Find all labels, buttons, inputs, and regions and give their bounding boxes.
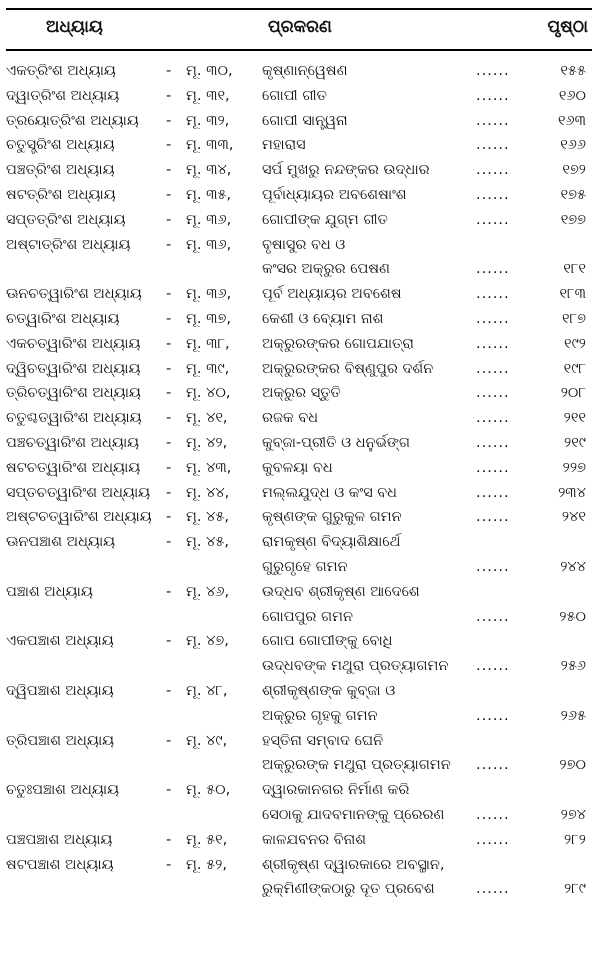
entry-chapter: ଦ୍ୱିପଞ୍ଚାଶ ଅଧ୍ୟାୟ [6,682,114,699]
entry-line [6,84,592,109]
entry-leader-dots: ...... [476,310,510,327]
entry-line [6,282,592,307]
entry-chapter: ଦ୍ୱିଚତ୍ୱାରିଂଶ ଅଧ୍ୟାୟ [6,360,141,377]
toc-entry [6,456,592,481]
entry-mula-ref: ମୂ. ୪୫, [186,534,230,551]
entry-line [6,580,592,605]
entry-leader-dots: ...... [476,757,510,774]
toc-entry [6,282,592,307]
entry-title: ଅକ୍ରୁରଙ୍କର ଗୋପଯାତ୍ରା [262,335,414,352]
toc-entry [6,729,592,779]
entry-chapter: ଚତୁସ୍ତ୍ରିଂଶ ଅଧ୍ୟାୟ [6,137,115,154]
entry-dash: - [166,286,172,303]
entry-page-number: ୧୯୨ [564,335,586,352]
entry-chapter: ପଞ୍ଚଚତ୍ୱାରିଂଶ ଅଧ୍ୟାୟ [6,434,140,451]
entry-chapter: ତ୍ରୟୋତ୍ରିଂଶ ଅଧ୍ୟାୟ [6,112,139,129]
entry-title: ଉଦ୍ଧବ ଶ୍ରୀକୃଷ୍ଣ ଆଦେଶେ [262,583,420,600]
entry-chapter: ଏକତ୍ରିଂଶ ଅଧ୍ୟାୟ [6,63,116,79]
toc-entry [6,109,592,134]
entry-chapter: ଏକଚତ୍ୱାରିଂଶ ଅଧ୍ୟାୟ [6,335,141,352]
entry-line [6,357,592,382]
entry-page-number: ୧୬୩ [557,112,586,129]
entry-dash: - [166,682,172,699]
header-section: ପ୍ରକରଣ [268,17,332,37]
entry-page-number: ୧୬୬ [560,137,586,154]
entry-line [6,530,592,555]
entry-line [6,778,592,803]
entry-title: ଅକ୍ରୁରଙ୍କର ବିଷ୍ଣୁପୁର ଦର୍ଶନ [262,360,434,377]
top-rule [6,8,592,10]
entry-chapter: ପଞ୍ଚାଶ ଅଧ୍ୟାୟ [6,583,93,600]
entry-chapter: ଷଟଚତ୍ୱାରିଂଶ ଅଧ୍ୟାୟ [6,459,141,476]
entry-line [6,431,592,456]
entry-mula-ref: ମୂ. ୩୬, [186,211,232,228]
entry-page-number: ୧୭୭ [560,211,586,228]
entry-leader-dots: ...... [476,484,510,501]
entry-title: ଗୋପ ଗୋପୀଙ୍କୁ ବୋଧି [262,633,393,650]
entry-leader-dots: ...... [476,360,510,377]
entry-title: କୁବଳୟା ବଧ [262,459,333,476]
entry-dash: - [166,732,172,749]
toc-entry [6,183,592,208]
entry-mula-ref: ମୂ. ୩୭, [186,310,231,327]
entry-leader-dots: ...... [476,831,510,848]
entry-dash: - [166,856,172,873]
entry-title-continued: ଗୁରୁଗୃହେ ଗମନ [262,558,348,575]
entry-leader-dots: ...... [476,186,510,203]
entry-dash: - [166,782,172,799]
entry-line [6,332,592,357]
entry-mula-ref: ମୂ. ୩୪, [186,162,232,179]
entry-mula-ref: ମୂ. ୪୪, [186,484,230,501]
entry-mula-ref: ମୂ. ୪୯, [186,732,228,749]
entry-line [6,729,592,754]
entry-line [6,381,592,406]
entry-title: କୃଷ୍ଣାନ୍ୱେଷଣ [262,63,348,79]
entry-title: ଅକ୍ରୁର ସ୍ତୁତି [262,385,341,402]
toc-entry [6,307,592,332]
entry-page-number: ୨୩୪ [558,484,586,501]
entry-dash: - [166,360,172,377]
entry-line [6,406,592,431]
entry-page-number: ୧୭୫ [560,186,586,203]
toc-entry [6,853,592,903]
entry-chapter: ପଞ୍ଚତ୍ରିଂଶ ଅଧ୍ୟାୟ [6,162,115,179]
toc-entry [6,828,592,853]
entry-dash: - [166,583,172,600]
entry-page-number: ୨୧୯ [564,434,586,451]
entry-page-number: ୨୭୦ [559,757,586,774]
entry-dash: - [166,484,172,501]
entry-line-continued [6,704,592,729]
entry-line-continued [6,257,592,282]
entry-line-continued [6,877,592,902]
entry-page-number: ୨୦୮ [560,385,586,402]
entry-mula-ref: ମୂ. ୪୮, [186,682,228,699]
entry-leader-dots: ...... [476,385,510,402]
entry-chapter: ଚତ୍ୱାରିଂଶ ଅଧ୍ୟାୟ [6,310,120,327]
entry-line [6,629,592,654]
entry-chapter: ଊନପଞ୍ଚାଶ ଅଧ୍ୟାୟ [6,534,116,551]
entry-title: କାଳଯବନର ବିନାଶ [262,831,367,848]
entry-line-continued [6,605,592,630]
entry-dash: - [166,459,172,476]
entry-chapter: ଅଷ୍ଟଚତ୍ୱାରିଂଶ ଅଧ୍ୟାୟ [6,509,152,526]
entry-page-number: ୧୮୧ [563,261,586,278]
toc-entry [6,84,592,109]
toc-entry [6,381,592,406]
entry-dash: - [166,186,172,203]
entry-leader-dots: ...... [476,658,510,675]
entry-dash: - [166,534,172,551]
entry-mula-ref: ମୂ. ୩୮, [186,335,230,352]
entry-chapter: ସପ୍ତଚତ୍ୱାରିଂଶ ଅଧ୍ୟାୟ [6,484,151,501]
entry-page-number: ୧୮୩ [559,286,586,303]
entry-page-number: ୨୬୫ [560,707,586,724]
entry-line [6,59,592,84]
entry-leader-dots: ...... [476,286,510,303]
entry-leader-dots: ...... [476,434,510,451]
entry-dash: - [166,310,172,327]
entry-mula-ref: ମୂ. ୩୬, [186,236,232,253]
entry-page-number: ୨୭୪ [560,806,586,823]
header-rule [6,49,592,51]
entry-dash: - [166,87,172,104]
entry-title: ଗୋପୀ ଗୀତ [262,87,327,104]
entry-title: ଦ୍ୱାରକାନଗର ନିର୍ମାଣ କରି [262,782,410,799]
entry-chapter: ଚତୁଃପଞ୍ଚାଶ ଅଧ୍ୟାୟ [6,782,120,799]
toc-entry [6,59,592,84]
entry-dash: - [166,211,172,228]
entry-page-number: ୨୫୬ [560,658,586,675]
table-of-contents [6,8,592,902]
entry-line [6,133,592,158]
entry-line [6,233,592,258]
entry-leader-dots: ...... [476,211,510,228]
header-chapter: ଅଧ୍ୟାୟ [46,17,103,37]
entry-chapter: ଦ୍ୱାତ୍ରିଂଶ ଅଧ୍ୟାୟ [6,87,120,104]
entry-line-continued [6,803,592,828]
entry-leader-dots: ...... [476,881,510,898]
entry-chapter: ସପ୍ତତ୍ରିଂଶ ଅଧ୍ୟାୟ [6,211,126,228]
entry-title-continued: କଂସର ଅକ୍ରୁର ପେଷଣ [262,261,391,278]
toc-entry [6,406,592,431]
entry-title: ମହାରାସ [262,137,306,154]
entry-title: ମଲ୍ଲଯୁଦ୍ଧ ଓ କଂସ ବଧ [262,484,398,501]
toc-header [6,15,592,43]
entry-title: ଗୋପୀଙ୍କ ଯୁଗ୍ମ ଗୀତ [262,211,388,228]
entry-leader-dots: ...... [476,335,510,352]
entry-dash: - [166,335,172,352]
entry-title: ହସ୍ତିନା ସମ୍ବାଦ ଘେନି [262,732,384,749]
entry-title-continued: ଗୋପପୁର ଗମନ [262,608,353,625]
entry-dash: - [166,509,172,526]
entry-mula-ref: ମୂ. ୫୦, [186,782,231,799]
entry-title: ପୂର୍ବ ଅଧ୍ୟାୟର ଅବଶେଷ [262,286,402,303]
entry-dash: - [166,112,172,129]
header-page: ପୃଷ୍ଠା [547,17,588,37]
entry-mula-ref: ମୂ. ୩୯, [186,360,230,377]
toc-entry [6,133,592,158]
entry-dash: - [166,236,172,253]
entry-line [6,828,592,853]
entry-mula-ref: ମୂ. ୪୧, [186,410,228,427]
entry-title: ଶ୍ରୀକୃଷ୍ଣଙ୍କ କୁବ୍ଜା ଓ [262,682,396,699]
entry-leader-dots: ...... [476,459,510,476]
entry-dash: - [166,633,172,650]
entry-page-number: ୨୪୧ [561,509,586,526]
entry-mula-ref: ମୂ. ୫୨, [186,856,227,873]
entry-title: ଗୋପୀ ସାନ୍ତ୍ୱନା [262,112,348,129]
entry-title: ରଜକ ବଧ [262,410,319,427]
entry-dash: - [166,137,172,154]
entry-chapter: ଏକପଞ୍ଚାଶ ଅଧ୍ୟାୟ [6,633,114,650]
entry-leader-dots: ...... [476,509,510,526]
entry-title: ଶ୍ରୀକୃଷ୍ଣ ଦ୍ୱାରକାରେ ଅବସ୍ଥାନ, [262,856,445,873]
entry-mula-ref: ମୂ. ୪୭, [186,633,229,650]
entry-title: ରାମକୃଷ୍ଣ ବିଦ୍ୟାଶିକ୍ଷାର୍ଥେ [262,534,401,551]
entry-page-number: ୨୧୧ [563,410,586,427]
entry-mula-ref: ମୂ. ୪୨, [186,434,228,451]
entry-leader-dots: ...... [476,707,510,724]
entry-mula-ref: ମୂ. ୩୧, [186,87,230,104]
entry-mula-ref: ମୂ. ୩୦, [186,63,233,79]
entry-leader-dots: ...... [476,162,510,179]
toc-entry [6,158,592,183]
toc-entry [6,629,592,679]
entry-title: ପୂର୍ବାଧ୍ୟାୟର ଅବଶେଷାଂଶ [262,186,407,203]
entry-chapter: ତ୍ରିପଞ୍ଚାଶ ଅଧ୍ୟାୟ [6,732,115,749]
toc-entry [6,208,592,233]
toc-entry [6,233,592,283]
entry-page-number: ୨୨୭ [562,459,586,476]
entry-chapter: ଚତୁଶ୍ଚତ୍ୱାରିଂଶ ଅଧ୍ୟାୟ [6,410,142,427]
toc-entry [6,679,592,729]
entry-line [6,307,592,332]
entry-chapter: ଷଟପଞ୍ଚାଶ ଅଧ୍ୟାୟ [6,856,114,873]
entry-chapter: ପଞ୍ଚପଞ୍ଚାଶ ଅଧ୍ୟାୟ [6,831,113,848]
entry-title-continued: ରୁକ୍ମିଣୀଙ୍କଠାରୁ ଦୂତ ପ୍ରବେଶ [262,881,435,898]
entry-page-number: ୧୬୦ [558,87,586,104]
toc-entry [6,778,592,828]
entry-line [6,208,592,233]
entry-leader-dots: ...... [476,558,510,575]
entry-leader-dots: ...... [476,87,510,104]
entry-title-continued: ସେଠାକୁ ଯାଦବମାନଙ୍କୁ ପ୍ରେରଣ [262,806,445,823]
entry-title: କେଶୀ ଓ ବ୍ୟୋମ ନାଶ [262,310,384,327]
entry-leader-dots: ...... [476,137,510,154]
entry-line [6,456,592,481]
toc-entries [6,59,592,902]
entry-title: ସର୍ପ ମୁଖରୁ ନନ୍ଦଙ୍କର ଉଦ୍ଧାର [262,162,430,179]
entry-line [6,109,592,134]
entry-page-number: ୧୭୨ [562,162,586,179]
entry-mula-ref: ମୂ. ୩୬, [186,286,232,303]
entry-page-number: ୨୮୯ [564,881,586,898]
entry-chapter: ଷଟତ୍ରିଂଶ ଅଧ୍ୟାୟ [6,186,116,203]
entry-page-number: ୧୮୭ [562,310,586,327]
entry-mula-ref: ମୂ. ୪୫, [186,509,230,526]
entry-page-number: ୧୫୫ [560,63,586,79]
entry-title: କୃଷ୍ଣଙ୍କ ଗୁରୁକୁଳ ଗମନ [262,509,402,526]
entry-line [6,853,592,878]
entry-dash: - [166,63,172,79]
entry-line-continued [6,753,592,778]
entry-title: ବୃଷାସୁର ବଧ ଓ [262,236,346,253]
toc-entry [6,481,592,506]
toc-entry [6,332,592,357]
entry-mula-ref: ମୂ. ୩୩, [186,137,234,154]
entry-title: କୁବ୍ଜା-ପ୍ରୀତି ଓ ଧନୁର୍ଭଙ୍ଗ [262,434,411,451]
entry-mula-ref: ମୂ. ୫୧, [186,831,228,848]
entry-line [6,481,592,506]
entry-chapter: ଅଷ୍ଟାତ୍ରିଂଶ ଅଧ୍ୟାୟ [6,236,131,253]
entry-title-continued: ଅକ୍ରୁର ଗୃହକୁ ଗମନ [262,707,378,724]
entry-dash: - [166,434,172,451]
entry-mula-ref: ମୂ. ୪୦, [186,385,231,402]
entry-page-number: ୧୯୮ [563,360,586,377]
entry-line [6,679,592,704]
entry-dash: - [166,831,172,848]
entry-chapter: ତ୍ରିଚତ୍ୱାରିଂଶ ଅଧ୍ୟାୟ [6,385,141,402]
entry-line-continued [6,654,592,679]
entry-leader-dots: ...... [476,608,510,625]
entry-dash: - [166,162,172,179]
entry-leader-dots: ...... [476,261,510,278]
entry-mula-ref: ମୂ. ୪୬, [186,583,230,600]
entry-leader-dots: ...... [476,112,510,129]
toc-entry [6,580,592,630]
toc-entry [6,530,592,580]
entry-title-continued: ଉଦ୍ଧବଙ୍କ ମଥୁରା ପ୍ରତ୍ୟାଗମନ [262,658,449,675]
entry-line-continued [6,555,592,580]
toc-entry [6,357,592,382]
toc-entry [6,505,592,530]
entry-mula-ref: ମୂ. ୩୨, [186,112,230,129]
entry-line [6,505,592,530]
entry-leader-dots: ...... [476,63,510,79]
entry-chapter: ଊନଚତ୍ୱାରିଂଶ ଅଧ୍ୟାୟ [6,286,142,303]
entry-leader-dots: ...... [476,806,510,823]
entry-line [6,158,592,183]
entry-page-number: ୨୫୦ [559,608,586,625]
entry-title-continued: ଅକ୍ରୁରଙ୍କ ମଥୁରା ପ୍ରତ୍ୟାଗମନ [262,757,451,774]
entry-dash: - [166,385,172,402]
toc-entry [6,431,592,456]
entry-page-number: ୨୪୪ [560,558,586,575]
entry-mula-ref: ମୂ. ୪୩, [186,459,232,476]
entry-line [6,183,592,208]
entry-page-number: ୨୮୨ [563,831,586,848]
entry-leader-dots: ...... [476,410,510,427]
entry-dash: - [166,410,172,427]
entry-mula-ref: ମୂ. ୩୫, [186,186,232,203]
